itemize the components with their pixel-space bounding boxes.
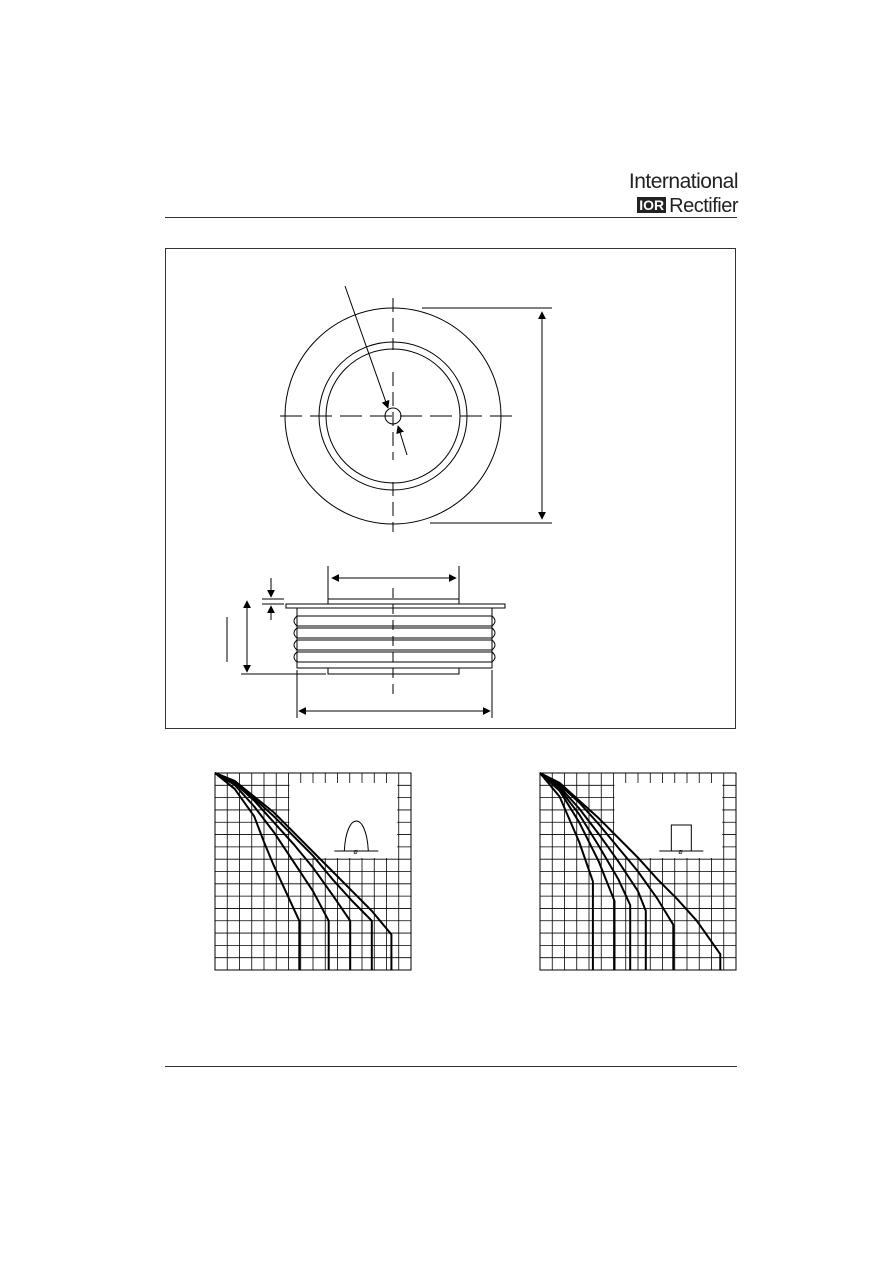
brand-rectifier-text: Rectifier [669,195,738,217]
brand-name-international: International [628,170,738,193]
ior-logo: IOR [639,197,665,213]
conduction-angle-icon: ø [353,848,358,856]
legend-panel [614,783,722,858]
conduction-angle-icon: ø [678,848,683,856]
